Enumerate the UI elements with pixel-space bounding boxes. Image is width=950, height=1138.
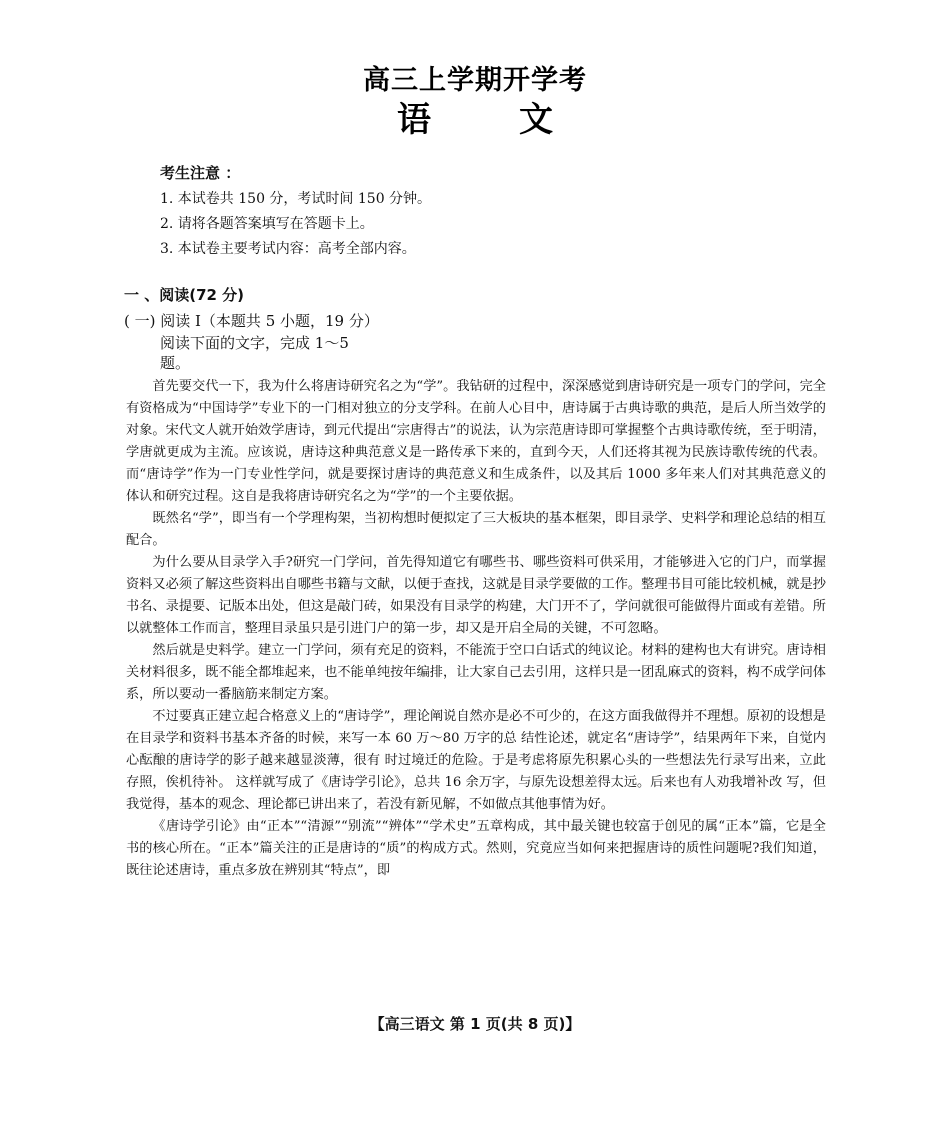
instruction-line: 阅读下面的文字，完成 1～5 <box>160 334 349 352</box>
passage-paragraph: 《唐诗学引论》由“正本”“清源”“别流”“辨体”“学术史”五章构成，其中最关键也较富于创见的属“正本”篇，它是全书的核心所在。“正本”篇关注的正是唐诗的“质”的构成方式。然则，究竟应当如何来把握唐诗的质性问题呢?我们知道，既往论述唐诗，重点多放在辨别其“特点”，即 <box>126 819 826 878</box>
reading-passage <box>126 376 826 882</box>
passage-paragraph: 既然名“学”，即当有一个学理构架，当初构想时便拟定了三大板块的基本框架，即目录学、史料学和理论总结的相互配合。 <box>126 511 826 548</box>
passage-paragraph: 不过要真正建立起合格意义上的“唐诗学”，理论阐说自然亦是必不可少的，在这方面我做得并不理想。原初的设想是在目录学和资料书基本齐备的时候，来写一本 60 万～80 万字的总 结性论述，就定名“唐诗学”，结果两年下来，自觉内心酝酿的唐诗学的影子越来越显淡薄，很有 时过境迁的危险。于是考虑将原先积累心头的一些想法先行录写出来，立此存照，俟机待补。 这样就写成了《唐诗学引论》，总共 16 余万字，与原先设想差得太远。后来也有人劝我增补改 写，但我觉得，基本的观念、理论都已讲出来了，若没有新见解，不如做点其他事情为好。 <box>126 709 826 812</box>
page-footer: 【高三语文 第 1 页(共 8 页)】 <box>369 1015 581 1033</box>
notice-heading: 考生注意 ： <box>160 164 241 182</box>
subject-char-2: 文 <box>519 100 553 140</box>
passage-paragraph: 为什么要从目录学入手?研究一门学问，首先得知道它有哪些书、哪些资料可供采用，才能够进入它的门户，而掌握资料又必须了解这些资料出自哪些书籍与文献，以便于查找，这就是目录学要做的工作。整理书目可能比较机械，就是抄书名、录提要、记版本出处，但这是敲门砖，如果没有目录学的构建，大门开不了，学问就很可能做得片面或有差错。所以就整体工作而言，整理目录虽只是引进门户的第一步，却又是开启全局的关键，不可忽略。 <box>126 555 826 636</box>
notice-item: 3. 本试卷主要考试内容：高考全部内容。 <box>160 241 416 257</box>
instruction-line: 题。 <box>160 354 191 372</box>
section-heading: 一 、阅读(72 分) <box>124 286 245 304</box>
notice-item: 1. 本试卷共 150 分，考试时间 150 分钟。 <box>160 191 432 207</box>
exam-title: 高三上学期开学考 <box>363 65 587 96</box>
notice-item: 2. 请将各题答案填写在答题卡上。 <box>160 216 374 232</box>
subject-title <box>0 92 950 141</box>
passage-paragraph: 首先要交代一下，我为什么将唐诗研究名之为“学”。我钻研的过程中，深深感觉到唐诗研究是一项专门的学问，完全有资格成为“中国诗学”专业下的一门相对独立的分支学科。在前人心目中，唐诗属于古典诗歌的典范，是后人所当效学的对象。宋代文人就开始效学唐诗，到元代提出“宗唐得古”的说法，认为宗范唐诗即可掌握整个古典诗歌传统，至于明清，学唐就更成为主流。应该说，唐诗这种典范意义是一路传承下来的，直到今天，人们还将其视为民族诗歌传统的代表。而“唐诗学”作为一门专业性学问，就是要探讨唐诗的典范意义和生成条件，以及其后 1000 多年来人们对其典范意义的体认和研究过程。这自是我将唐诗研究名之为“学”的一个主要依据。 <box>126 379 826 504</box>
subject-char-1: 语 <box>397 100 431 140</box>
passage-paragraph: 然后就是史料学。建立一门学问，须有充足的资料，不能流于空口白话式的纯议论。材料的建构也大有讲究。唐诗相关材料很多，既不能全都堆起来，也不能单纯按年编排，让大家自己去引用，这样只是一团乱麻式的资料，构不成学问体系，所以要动一番脑筋来制定方案。 <box>126 643 826 702</box>
subsection-heading: ( 一) 阅读 I（本题共 5 小题，19 分） <box>124 312 379 330</box>
